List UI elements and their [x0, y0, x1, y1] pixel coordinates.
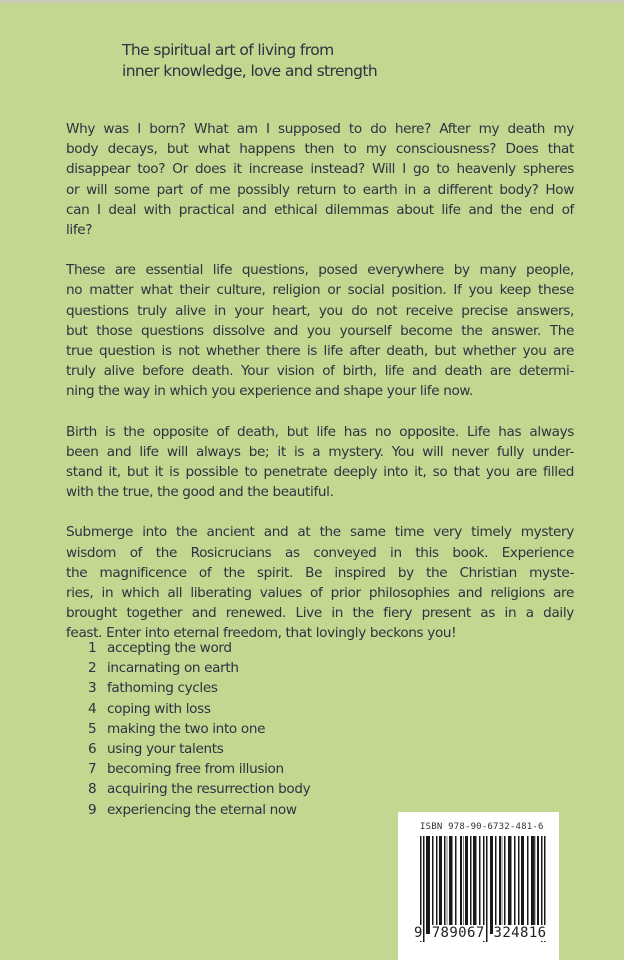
top-edge-band [0, 0, 624, 3]
contents-item [88, 719, 310, 739]
item-title: experiencing the eternal now [107, 801, 297, 818]
contents-item [88, 759, 310, 779]
text-line: can I deal with practical and ethical dilemmas about life and the end of [66, 201, 574, 218]
item-number: 9 [88, 801, 97, 818]
item-title: accepting the word [107, 640, 232, 656]
item-number: 3 [88, 680, 97, 697]
ean-first-digit: 9 [414, 925, 423, 941]
text-line: or will some part of me possibly return to earth in a different body? How [66, 181, 574, 198]
item-title: acquiring the resurrection body [107, 781, 311, 798]
text-line: ries, in which all liberating values of prior philosophies and religions are [66, 585, 574, 602]
text-line: but those questions dissolve and you yourself become the answer. The [66, 322, 574, 339]
item-title: becoming free from illusion [107, 761, 284, 778]
ean-right-group: 324816 [493, 925, 547, 941]
text-line: wisdom of the Rosicrucians as conveyed in this book. Experience [66, 544, 574, 561]
paragraph-4 [66, 522, 574, 643]
isbn-label: ISBN 978-90-6732-481-6 [420, 822, 544, 832]
tagline-line-1: The spiritual art of living from [122, 41, 334, 59]
item-title: using your talents [107, 741, 224, 758]
contents-list [88, 638, 310, 820]
item-number: 1 [88, 640, 97, 656]
item-number: 8 [88, 781, 97, 798]
text-line: ning the way in which you experience and shape your life now. [66, 383, 473, 400]
paragraph-1 [66, 119, 574, 240]
paragraph-2 [66, 260, 574, 401]
item-title: fathoming cycles [107, 680, 218, 697]
text-line: body decays, but what happens then to my consciousness? Does that [66, 141, 574, 158]
contents-item [88, 678, 310, 698]
item-number: 2 [88, 660, 97, 677]
contents-item [88, 638, 310, 658]
text-line: These are essential life questions, posed everywhere by many people, [66, 262, 574, 279]
ean-left-group: 789067 [431, 925, 485, 941]
item-title: incarnating on earth [107, 660, 239, 677]
text-line: life? [66, 222, 93, 239]
item-title: coping with loss [107, 700, 211, 717]
text-line: no matter what their culture, religion or social position. If you keep these [66, 282, 574, 299]
text-line: been and life will always be; it is a mystery. You will never fully under- [66, 443, 574, 460]
text-line: Why was I born? What am I supposed to do here? After my death my [66, 121, 574, 137]
contents-item [88, 658, 310, 678]
contents-item [88, 699, 310, 719]
text-line: brought together and renewed. Live in the fiery present as in a daily [66, 605, 574, 622]
text-line: Submerge into the ancient and at the same time very timely mystery [66, 524, 574, 541]
item-title: making the two into one [107, 720, 266, 737]
item-number: 4 [88, 700, 97, 717]
text-line: the magnificence of the spirit. Be inspired by the Christian myste- [66, 564, 574, 581]
item-number: 7 [88, 761, 97, 778]
text-line: feast. Enter into eternal freedom, that lovingly beckons you! [66, 625, 457, 642]
isbn-barcode [398, 812, 559, 960]
item-number: 6 [88, 741, 97, 758]
blurb-text [66, 119, 574, 664]
text-line: disappear too? Or does it increase instead? Will I go to heavenly spheres [66, 161, 574, 178]
text-line: truly alive before death. Your vision of birth, life and death are determi- [66, 363, 574, 380]
text-line: with the true, the good and the beautiful. [66, 484, 334, 501]
text-line: stand it, but it is possible to penetrate deeply into it, so that you are filled [66, 464, 574, 481]
item-number: 5 [88, 720, 97, 737]
text-line: questions truly alive in your heart, you do not receive precise answers, [66, 302, 574, 319]
ean-number [414, 925, 554, 941]
text-line: Birth is the opposite of death, but life has no opposite. Life has always [66, 423, 574, 440]
contents-item [88, 800, 310, 820]
paragraph-3 [66, 422, 574, 503]
contents-item [88, 779, 310, 799]
contents-item [88, 739, 310, 759]
tagline [122, 40, 377, 82]
text-line: true question is not whether there is life after death, but whether you are [66, 343, 574, 360]
tagline-line-2: inner knowledge, love and strength [122, 62, 378, 80]
